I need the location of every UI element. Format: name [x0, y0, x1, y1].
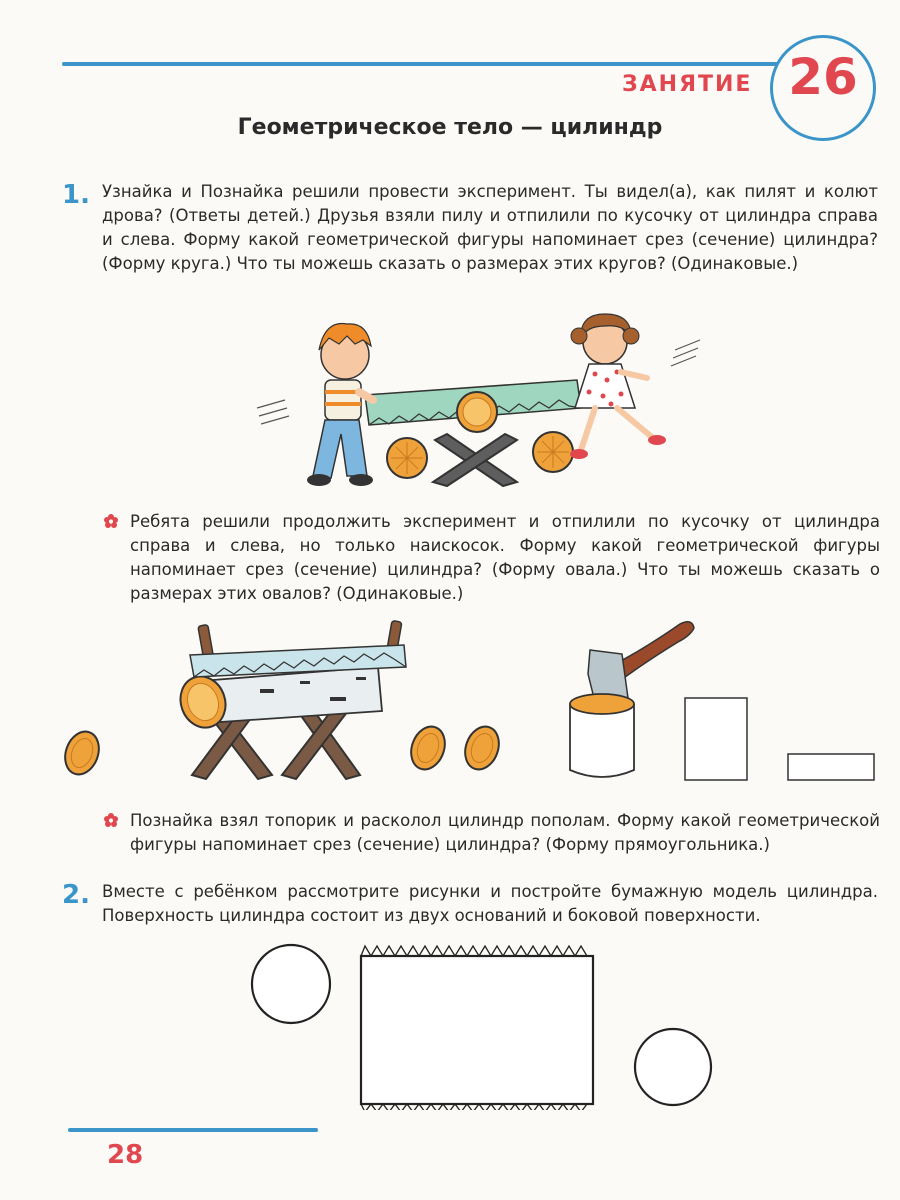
rectangle-section-tall: [685, 698, 747, 780]
flower-bullet-icon: [104, 813, 118, 827]
kids-sawing-illustration: [255, 300, 705, 490]
axe-split-illustration: [560, 612, 880, 787]
log-slice-left: [387, 438, 427, 478]
cylinder-net-diagram: [245, 940, 715, 1110]
header-rule: [62, 62, 792, 66]
oval-slice-3: [459, 722, 504, 774]
rectangle-section-wide: [788, 754, 874, 780]
cylinder-shape: [570, 694, 634, 777]
boy-figure: [307, 324, 373, 486]
footer-rule: [68, 1128, 318, 1132]
page-number: 28: [107, 1140, 144, 1170]
lesson-number: 26: [788, 48, 858, 106]
diagonal-cut-illustration: [60, 615, 510, 785]
page-title: Геометрическое тело — цилиндр: [237, 115, 663, 140]
task-2-text: Вместе с ребёнком рассмотрите рисунки и постройте бумажную модель цилиндра. Поверхность цилиндра состоит из двух оснований и боковой поверхности.: [102, 882, 878, 925]
task-1-bullet-1-text: Ребята решили продолжить эксперимент и отпилили по кусочку от цилиндра справа и слева, но только наискосок. Форму какой геометрической фигуры напоминает срез (сечение) цилиндра? (Форму овала.) Что ты можешь сказать о размерах этих овалов? (Одинаковые.): [130, 512, 880, 603]
cylinder-base-circle-bottom: [635, 1029, 711, 1105]
oval-slice-1: [60, 727, 105, 779]
oval-slice-2: [405, 722, 450, 774]
task-1-bullet-2-text: Познайка взял топорик и расколол цилиндр пополам. Форму какой геометрической фигуры напоминает срез (сечение) цилиндра? (Форму прямоугольника.): [130, 811, 880, 854]
flower-bullet-icon: [104, 514, 118, 528]
lesson-label: ЗАНЯТИЕ: [622, 72, 753, 97]
task-1-number: 1.: [62, 180, 90, 210]
task-1-text: Узнайка и Познайка решили провести эксперимент. Ты видел(а), как пилят и колют дрова? (Ответы детей.) Друзья взяли пилу и отпилили по кусочку от цилиндра справа и слева. Форму какой геометрической фигуры напоминает срез (сечение) цилиндра? (Форму круга.) Что ты можешь сказать о размерах этих кругов? (Одинаковые.): [102, 182, 878, 273]
task-2-number: 2.: [62, 880, 90, 910]
cylinder-base-circle-top: [252, 945, 330, 1023]
log-slice-right: [533, 432, 573, 472]
girl-figure: [570, 314, 666, 459]
cylinder-lateral-surface: [361, 946, 593, 1110]
